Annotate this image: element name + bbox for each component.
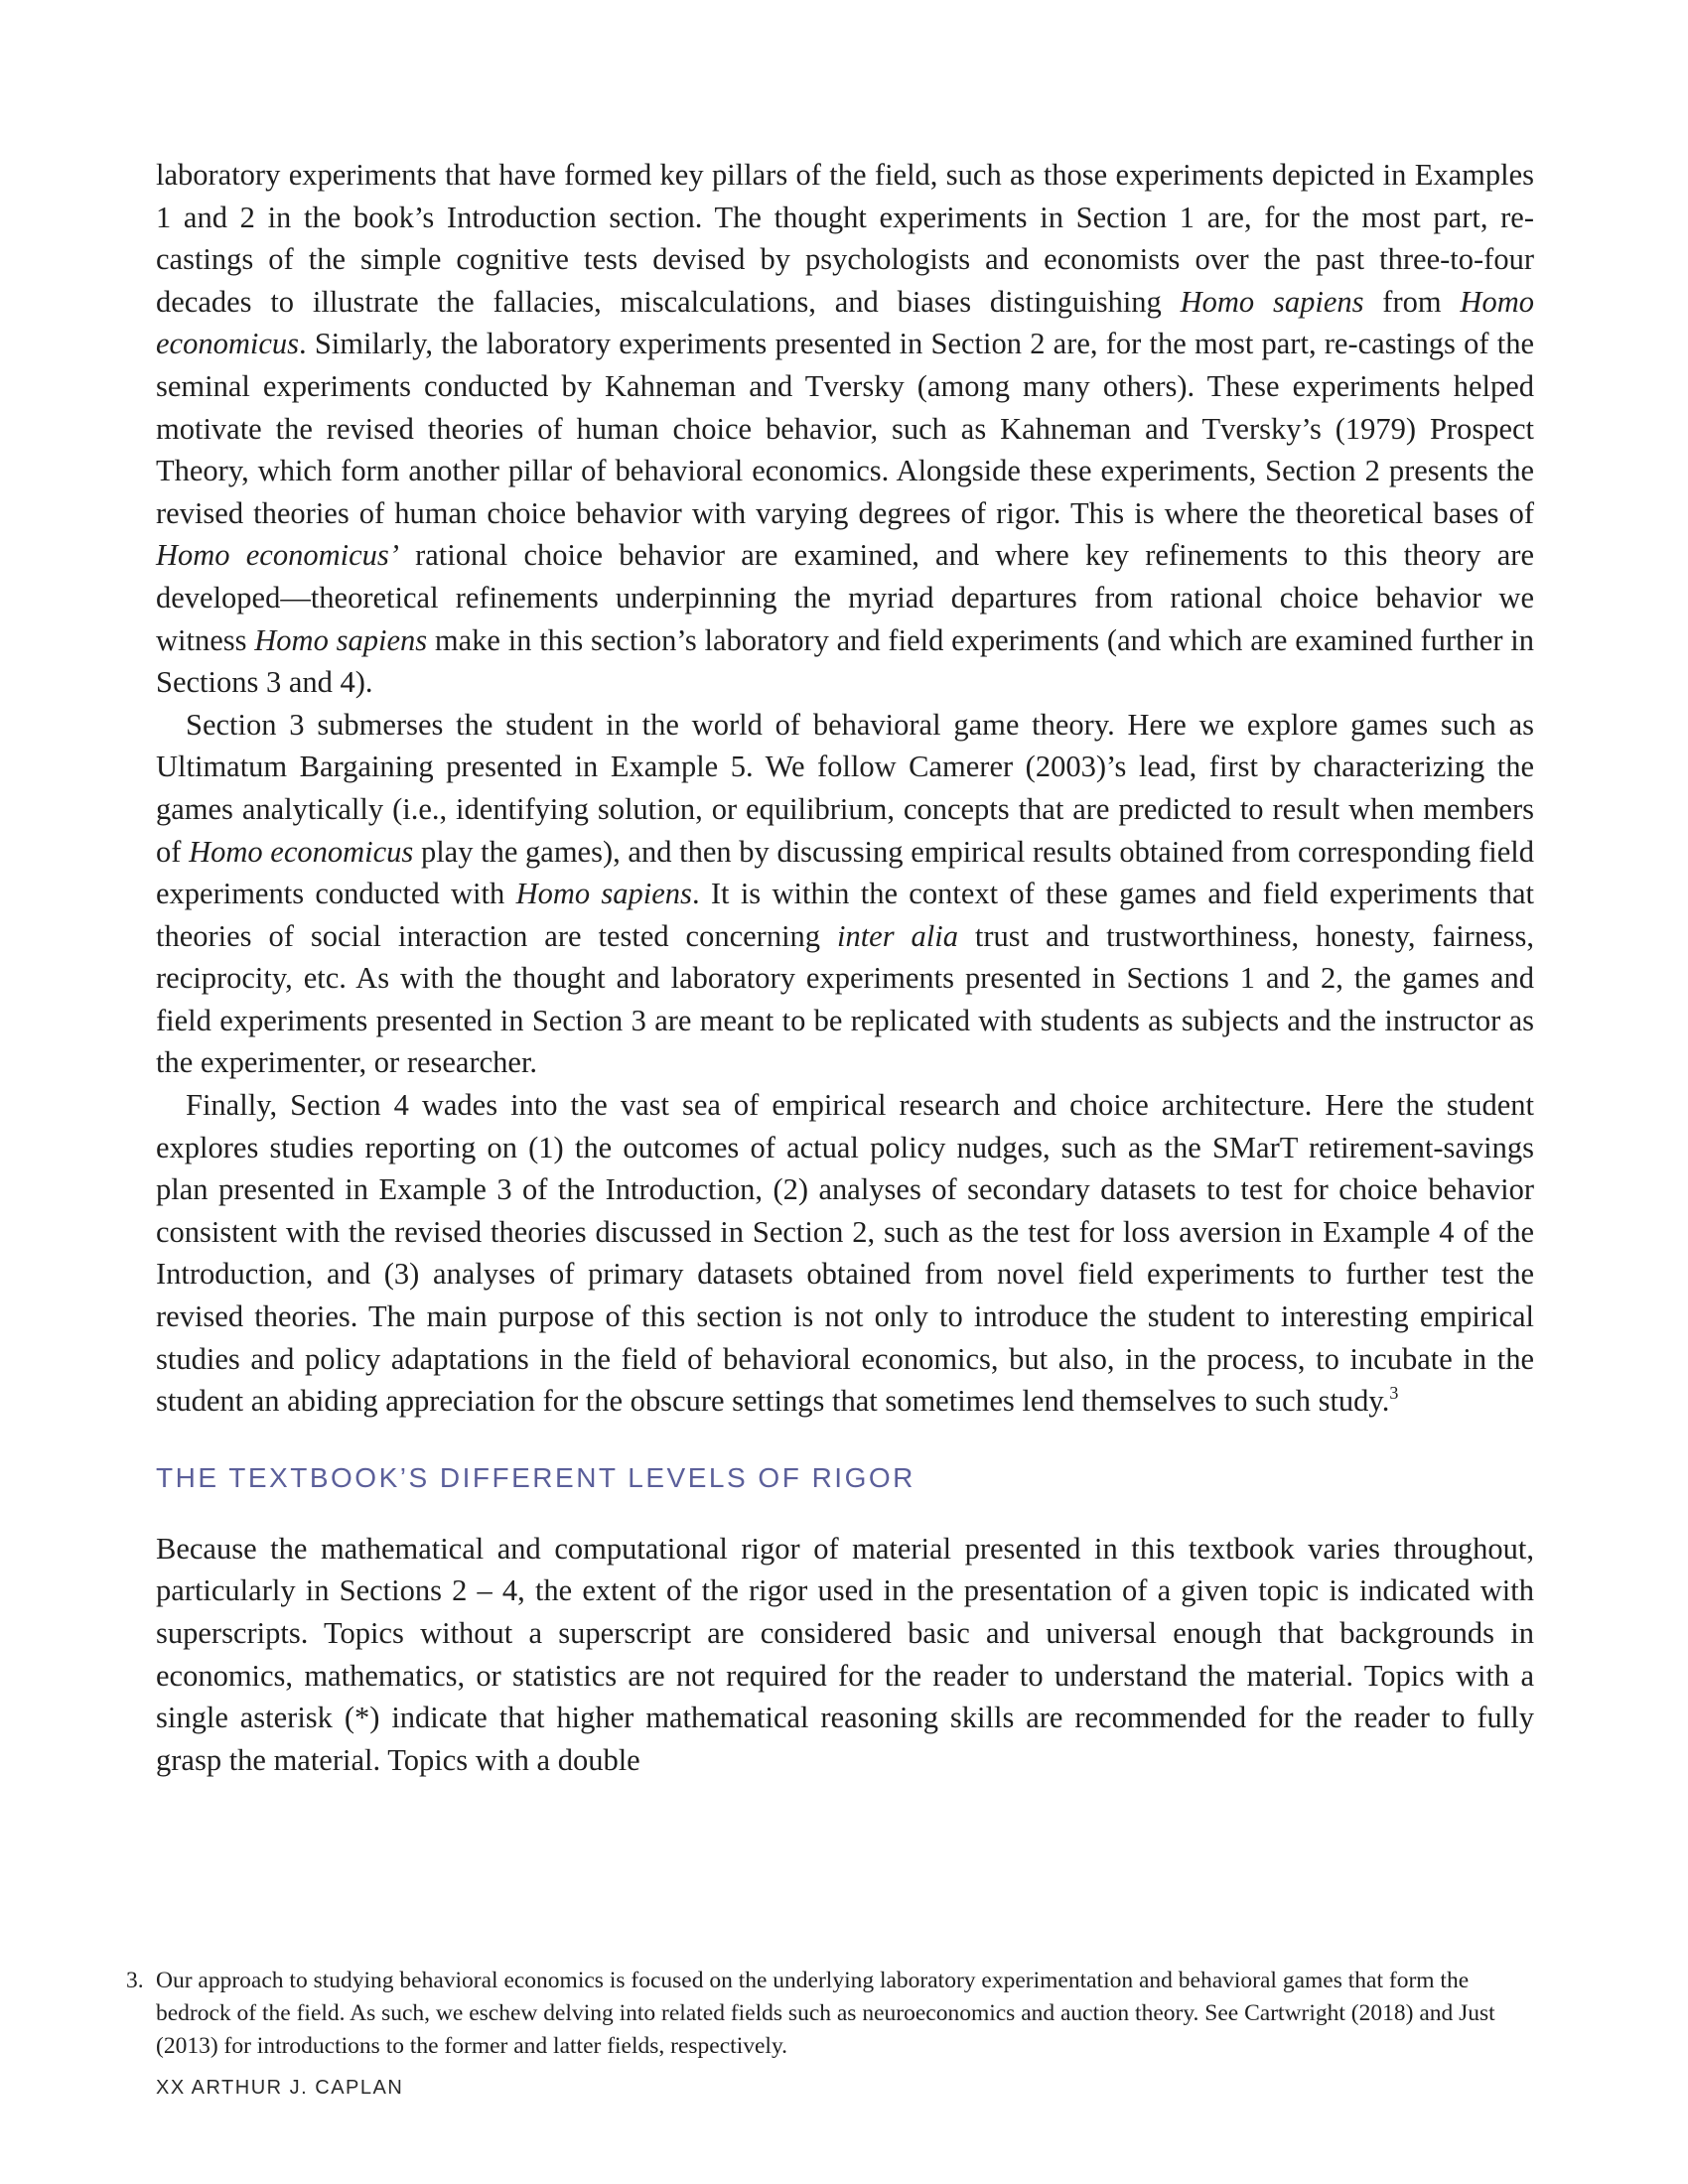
paragraph-2	[156, 704, 1534, 1084]
paragraph-4: Because the mathematical and computational rigor of material presented in this textbook varies throughout, particularly in Sections 2 – 4, the extent of the rigor used in the presentation of a given topic is indicated with superscripts. Topics without a superscript are considered basic and universal enough that backgrounds in economics, mathematics, or statistics are not required for the reader to understand the material. Topics with a single asterisk (*) indicate that higher mathematical reasoning skills are recommended for the reader to fully grasp the material. Topics with a double	[156, 1531, 1534, 1777]
text-run: rational choice behavior are examined, and where key refinements to this theory are developed—theoretical refinements underpinning the myriad departures from rational choice behavior we witness	[156, 538, 1534, 657]
text-run: from	[1363, 284, 1461, 319]
text-run: Finally, Section 4 wades into the vast sea of empirical research and choice architecture. Here the student explores studies reporting on (1) the outcomes of actual policy nudges, such as the SMarT retirement-savings plan presented in Example 3 of the Introduction, (2) analyses of secondary datasets to test for choice behavior consistent with the revised theories discussed in Section 2, such as the test for loss aversion in Example 4 of the Introduction, and (3) analyses of primary datasets obtained from novel field experiments to further test the revised theories. The main purpose of this section is not only to introduce the student to interesting empirical studies and policy adaptations in the field of behavioral economics, but also, in the process, to incubate in the student an abiding appreciation for the obscure settings that sometimes lend themselves to such study.	[156, 1088, 1534, 1419]
italic-term: Homo economicus’	[156, 538, 399, 573]
italic-term: Homo sapiens	[1180, 284, 1364, 319]
footnote-number: 3.	[126, 1968, 144, 1993]
text-run: . It is within the context of these games and field experiments that theories of social interaction are tested concerning	[156, 877, 1534, 953]
text-run: play the games), and then by discussing empirical results obtained from corresponding field experiments conducted with	[156, 834, 1534, 911]
text-run: Section 3 submerses the student in the world of behavioral game theory. Here we explore games such as Ultimatum Bargaining presented in Example 5. We follow Camerer (2003)’s lead, first by characterizing the games analytically (i.e., identifying solution, or equilibrium, concepts that are predicted to result when members of	[156, 707, 1534, 869]
paragraph-3	[156, 1084, 1534, 1423]
italic-term: inter alia	[836, 918, 958, 953]
text-run: laboratory experiments that have formed key pillars of the field, such as those experiments depicted in Examples 1 and 2 in the book’s Introduction section. The thought experiments in Section 1 are, for the most part, re-castings of the simple cognitive tests devised by psychologists and economists over the past three-to-four decades to illustrate the fallacies, miscalculations, and biases distinguishing	[156, 158, 1534, 319]
body-text	[156, 154, 1534, 1781]
footnote-reference[interactable]: 3	[1389, 1383, 1399, 1404]
italic-term: Homo economicus	[156, 284, 1534, 361]
text-run: make in this section’s laboratory and field experiments (and which are examined further in Sections 3 and 4).	[156, 622, 1534, 700]
paragraph-1	[156, 154, 1534, 704]
italic-term: Homo sapiens	[254, 622, 428, 657]
section-heading: THE TEXTBOOK’S DIFFERENT LEVELS OF RIGOR	[156, 1461, 915, 1493]
footnote-text: Our approach to studying behavioral economics is focused on the underlying laboratory experimentation and behavioral games that form the bedrock of the field. As such, we eschew delving into related fields such as neuroeconomics and auction theory. See Cartwright (2018) and Just (2013) for introductions to the former and latter fields, respectively.	[156, 1968, 1495, 2059]
text-run: . Similarly, the laboratory experiments presented in Section 2 are, for the most part, re-castings of the seminal experiments conducted by Kahneman and Tversky (among many others). These experiments helped motivate the revised theories of human choice behavior, such as Kahneman and Tversky’s (1979) Prospect Theory, which form another pillar of behavioral economics. Alongside these experiments, Section 2 presents the revised theories of human choice behavior with varying degrees of rigor. This is where the theoretical bases of	[156, 327, 1534, 530]
footnote	[126, 1965, 1516, 2063]
text-run: trust and trustworthiness, honesty, fairness, reciprocity, etc. As with the thought and laboratory experiments presented in Sections 1 and 2, the games and field experiments presented in Section 3 are meant to be replicated with students as subjects and the instructor as the experimenter, or researcher.	[156, 918, 1534, 1080]
italic-term: Homo sapiens	[515, 877, 692, 911]
page-footer: XX ARTHUR J. CAPLAN	[156, 2077, 404, 2099]
italic-term: Homo economicus	[189, 834, 414, 869]
